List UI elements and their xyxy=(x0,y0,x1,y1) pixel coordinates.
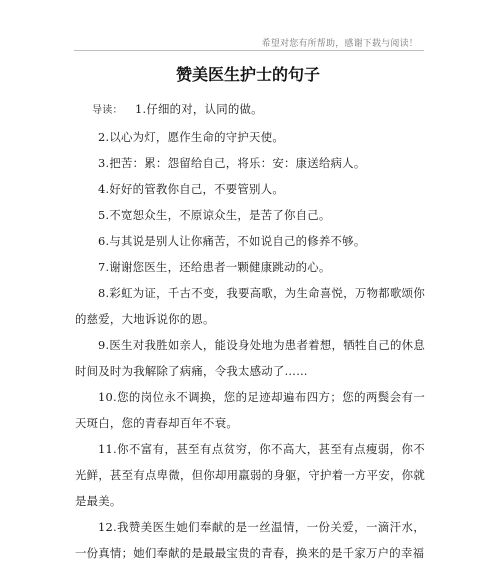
list-item: 12.我赞美医生她们奉献的是一丝温情，一份关爱，一滴汗水，一份真情；她们奉献的是最最宝贵的青春，换来的是千家万户的幸福 xyxy=(75,520,425,560)
list-item: 5.不宽恕众生，不原谅众生，是苦了你自己。 xyxy=(98,208,331,222)
intro-label: 导读： xyxy=(92,105,123,116)
intro-paragraph xyxy=(75,96,425,124)
list-item: 3.把苦：累：怨留给自己，将乐：安：康送给病人。 xyxy=(98,156,366,170)
document-title: 赞美医生护士的句子 xyxy=(175,65,320,84)
document-body xyxy=(75,96,425,566)
list-item: 1.仔细的对，认同的做。 xyxy=(135,102,263,116)
list-item: 9.医生对我胜如亲人，能设身处地为患者着想，牺牲自己的休息时间及时为我解除了病痛，令我太感动了…… xyxy=(75,338,425,378)
list-item: 8.彩虹为证，千古不变，我要高歌，为生命喜悦，万物都歌颂你的慈爱，大地诉说你的恩。 xyxy=(75,286,425,326)
list-item: 6.与其说是别人让你痛苦，不如说自己的修养不够。 xyxy=(98,234,366,248)
header-divider xyxy=(74,50,424,51)
list-item: 11.你不富有，甚至有点贫穷，你不高大，甚至有点瘦弱，你不光鲜，甚至有点卑微，但你却用羸弱的身躯，守护着一方平安，你就是最美。 xyxy=(75,442,425,508)
header-note: 希望对您有所帮助，感谢下载与阅读！ xyxy=(261,39,418,49)
list-item: 4.好好的管教你自己，不要管别人。 xyxy=(98,182,284,196)
list-item: 2.以心为灯，愿作生命的守护天使。 xyxy=(98,130,284,144)
list-item: 10.您的岗位永不调换，您的足迹却遍布四方；您的两鬓会有一天斑白，您的青春却百年不衰。 xyxy=(75,390,425,430)
list-item: 7.谢谢您医生，还给患者一颗健康跳动的心。 xyxy=(98,260,331,274)
